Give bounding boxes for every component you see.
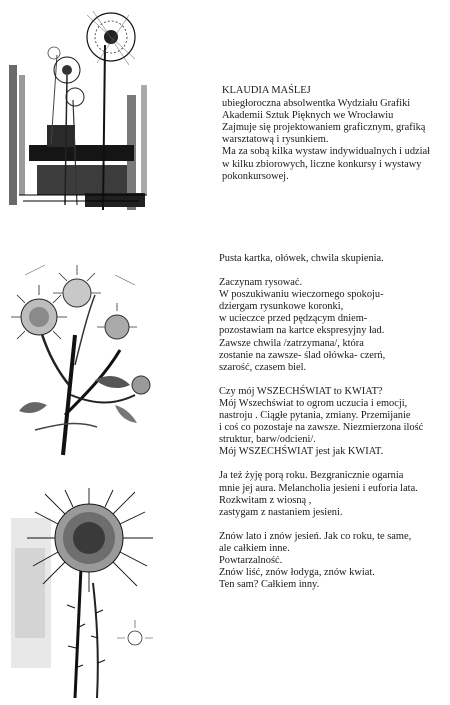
poem: [219, 253, 423, 591]
bio-line: Akademii Sztuk Pięknych we Wrocławiu: [222, 110, 394, 122]
poem-line: i coś co pozostaje na zawsze. Niezmierzona ilość: [219, 422, 424, 434]
thistle-drawing-icon: [5, 255, 155, 460]
bio-line: w kilku zbiorowych, liczne konkursy i wystawy: [222, 158, 422, 170]
poem-line: Mój Wszechświat to ogrom uczucia i emocji,: [219, 397, 408, 409]
poem-line: Czy mój WSZECHŚWIAT to KWIAT?: [219, 385, 383, 397]
poem-line: pozostawiam na kartce ekspresyjny ład.: [219, 325, 385, 337]
spiky-flower-drawing-icon: [7, 488, 157, 698]
bio-line: warsztatową i rysunkiem.: [222, 134, 329, 146]
artist-name: KLAUDIA MAŚLEJ: [222, 85, 311, 96]
abstract-flowers-drawing-icon: [7, 5, 154, 212]
bio-line: Zajmuje się projektowaniem graficznym, grafiką: [222, 122, 426, 134]
poem-line: Rozkwitam z wiosną ,: [219, 494, 312, 506]
poem-line: W poszukiwaniu wieczornego spokoju-: [219, 289, 384, 301]
poem-line: mnie jej aura. Melancholia jesieni i euforia lata.: [219, 482, 418, 494]
poem-line: Mój WSZECHŚWIAT jest jak KWIAT.: [219, 446, 384, 458]
poem-line: Znów liść, znów łodyga, znów kwiat.: [219, 567, 375, 579]
poem-line: Zaczynam rysować.: [219, 277, 303, 289]
poem-line: w ucieczce przed pędzącym dniem-: [219, 313, 368, 325]
bio-line: ubiegłoroczna absolwentka Wydziału Grafiki: [222, 98, 411, 110]
poem-line: zastygam z nastaniem jesieni.: [219, 506, 343, 518]
artist-bio: [222, 85, 430, 183]
poem-line: nastroju . Ciągłe pytania, zmiany. Przemijanie: [219, 410, 411, 422]
poem-line: ale całkiem inne.: [219, 542, 290, 554]
poem-line: Znów lato i znów jesień. Jak co roku, te same,: [219, 530, 412, 542]
poem-line: Pusta kartka, ołówek, chwila skupienia.: [219, 253, 384, 264]
poem-line: Ja też żyję porą roku. Bezgranicznie ogarnia: [219, 470, 404, 482]
bio-line: pokonkursowej.: [222, 170, 289, 182]
poem-line: struktur, barw/odcieni/.: [219, 434, 316, 446]
poem-line: Powtarzalność.: [219, 554, 283, 566]
poem-line: zostanie na zawsze- ślad ołówka- czerń,: [219, 349, 386, 361]
poem-line: szarość, czasem biel.: [219, 361, 307, 373]
poem-line: dziergam rysunkowe koronki,: [219, 301, 344, 313]
poem-line: Zawsze chwila /zatrzymana/, która: [219, 337, 364, 349]
bio-line: Ma za sobą kilka wystaw indywidualnych i udział: [222, 146, 431, 158]
poem-line: Ten sam? Całkiem inny.: [219, 579, 320, 591]
